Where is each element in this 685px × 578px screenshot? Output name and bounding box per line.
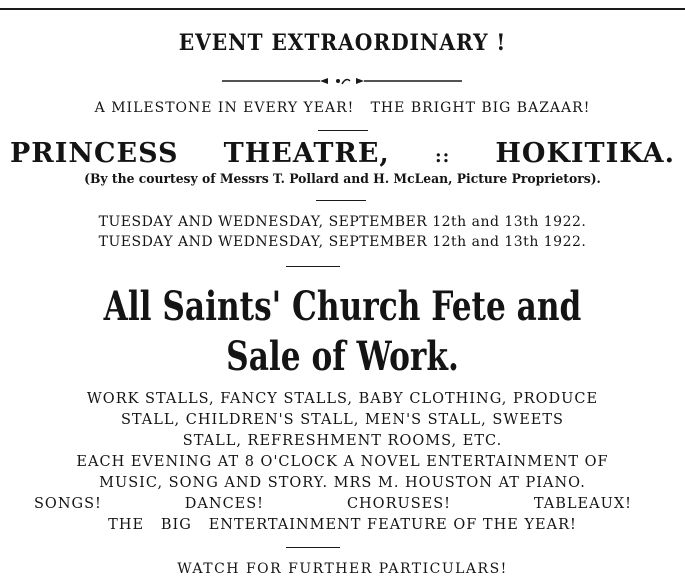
short-divider: [316, 200, 366, 201]
theatre-line: [10, 140, 675, 167]
tableaux-item: TABLEAUX!: [533, 496, 632, 512]
entertainment-list: [34, 497, 632, 512]
stalls-line: WORK STALLS, FANCY STALLS, BABY CLOTHING, PRODUCE: [86, 391, 599, 407]
watch-line: WATCH FOR FURTHER PARTICULARS!: [177, 561, 508, 577]
feature-line: THE BIG ENTERTAINMENT FEATURE OF THE YEAR!: [108, 517, 577, 533]
ornamental-divider: [222, 76, 462, 86]
headline: EVENT EXTRAORDINARY !: [178, 30, 507, 56]
stalls-line: STALL, REFRESHMENT ROOMS, ETC.: [182, 433, 503, 449]
evening-line: MUSIC, SONG AND STORY. MRS M. HOUSTON AT PIANO.: [99, 475, 586, 491]
evening-line: EACH EVENING AT 8 O'CLOCK A NOVEL ENTERTAINMENT OF: [76, 454, 609, 470]
short-divider: [286, 266, 340, 267]
fete-title-line-1: All Saints' Church Fete and: [103, 283, 582, 330]
fete-title-line-2: Sale of Work.: [226, 333, 459, 380]
dances-item: DANCES!: [184, 496, 265, 512]
dates-line: TUESDAY AND WEDNESDAY, SEPTEMBER 12th and 13th 1922.: [98, 234, 587, 250]
theatre-separator: ::: [434, 146, 451, 167]
songs-item: SONGS!: [34, 496, 102, 512]
short-divider: [318, 130, 368, 131]
theatre-name: PRINCESS: [10, 138, 179, 169]
theatre-town: HOKITIKA.: [495, 138, 675, 169]
top-border-rule: [0, 8, 685, 10]
theatre-word: THEATRE,: [223, 138, 390, 169]
choruses-item: CHORUSES!: [346, 496, 451, 512]
milestone-line: A MILESTONE IN EVERY YEAR! THE BRIGHT BIG BAZAAR!: [94, 100, 591, 116]
stalls-line: STALL, CHILDREN'S STALL, MEN'S STALL, SWEETS: [121, 412, 564, 428]
short-divider: [286, 547, 340, 548]
dates-line: TUESDAY AND WEDNESDAY, SEPTEMBER 12th and 13th 1922.: [98, 214, 587, 230]
courtesy-line: (By the courtesy of Messrs T. Pollard and H. McLean, Picture Proprietors).: [84, 172, 601, 187]
